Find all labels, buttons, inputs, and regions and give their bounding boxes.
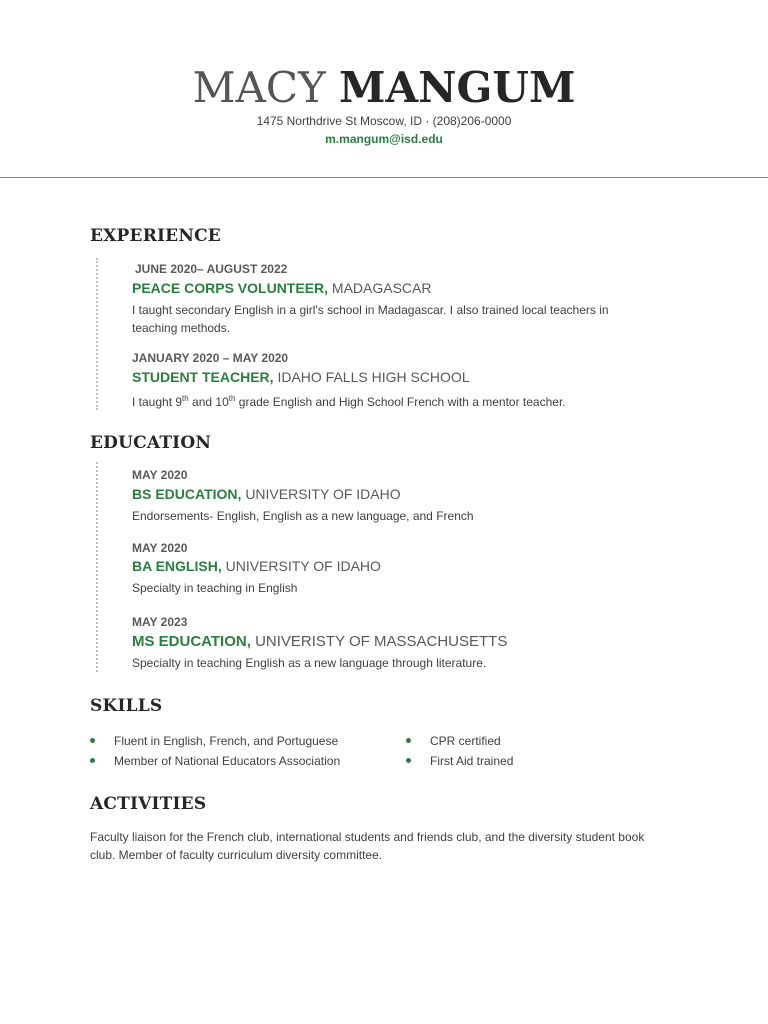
education-role-2 [132,558,381,574]
experience-date-2: JANUARY 2020 – MAY 2020 [132,351,289,365]
education-desc-2: Specialty in teaching in English [132,581,298,595]
experience-org-2: IDAHO FALLS HIGH SCHOOL [277,369,470,385]
bullet-icon [406,758,411,763]
header-divider [0,177,768,178]
list-item: Member of National Educators Association [90,751,390,771]
experience-org-1: MADAGASCAR [331,280,432,296]
education-desc-3: Specialty in teaching English as a new language through literature. [132,656,487,670]
list-item: CPR certified [406,731,656,751]
list-item: First Aid trained [406,751,656,771]
skills-heading: SKILLS [90,696,163,716]
list-item: Fluent in English, French, and Portuguese [90,731,390,751]
education-title-3: MS EDUCATION, [132,633,251,650]
bullet-icon [406,738,411,743]
activities-heading: ACTIVITIES [90,794,207,814]
experience-role-2 [132,369,470,385]
resume-name [0,60,768,116]
education-heading: EDUCATION [90,433,212,453]
education-title-2: BA ENGLISH, [132,558,222,574]
education-role-3 [132,633,507,650]
skills-left-list [90,731,390,771]
experience-timeline [96,258,98,410]
education-org-2: UNIVERSITY OF IDAHO [225,558,381,574]
experience-desc-2: I taught 9th and 10th grade English and High School French with a mentor teacher. [132,394,566,409]
bullet-icon [90,738,95,743]
education-date-2: MAY 2020 [132,541,188,555]
experience-date-1: JUNE 2020– AUGUST 2022 [135,262,288,276]
contact-email[interactable]: m.mangum@isd.edu [325,132,443,146]
education-org-3: UNIVERISTY OF MASSACHUSETTS [255,633,508,650]
experience-title-1: PEACE CORPS VOLUNTEER, [132,280,329,296]
experience-title-2: STUDENT TEACHER, [132,369,274,385]
experience-desc-1: I taught secondary English in a girl's school in Madagascar. I also trained local teachers in teaching methods. [132,303,609,335]
education-date-1: MAY 2020 [132,468,188,482]
education-org-1: UNIVERSITY OF IDAHO [245,486,401,502]
activities-text: Faculty liaison for the French club, international students and friends club, and the diversity student book club. Member of faculty curriculum diversity committee. [90,830,645,862]
experience-role-1 [132,280,432,296]
education-title-1: BS EDUCATION, [132,486,242,502]
skills-right-list [406,731,656,771]
bullet-icon [90,758,95,763]
education-role-1 [132,486,401,502]
education-date-3: MAY 2023 [132,615,188,629]
last-name: MANGUM [339,63,576,112]
education-timeline [96,462,98,672]
experience-heading: EXPERIENCE [90,226,221,246]
contact-address: 1475 Northdrive St Moscow, ID · (208)206-0000 [256,114,512,128]
first-name: MACY [192,63,326,112]
education-desc-1: Endorsements- English, English as a new language, and French [132,509,474,523]
